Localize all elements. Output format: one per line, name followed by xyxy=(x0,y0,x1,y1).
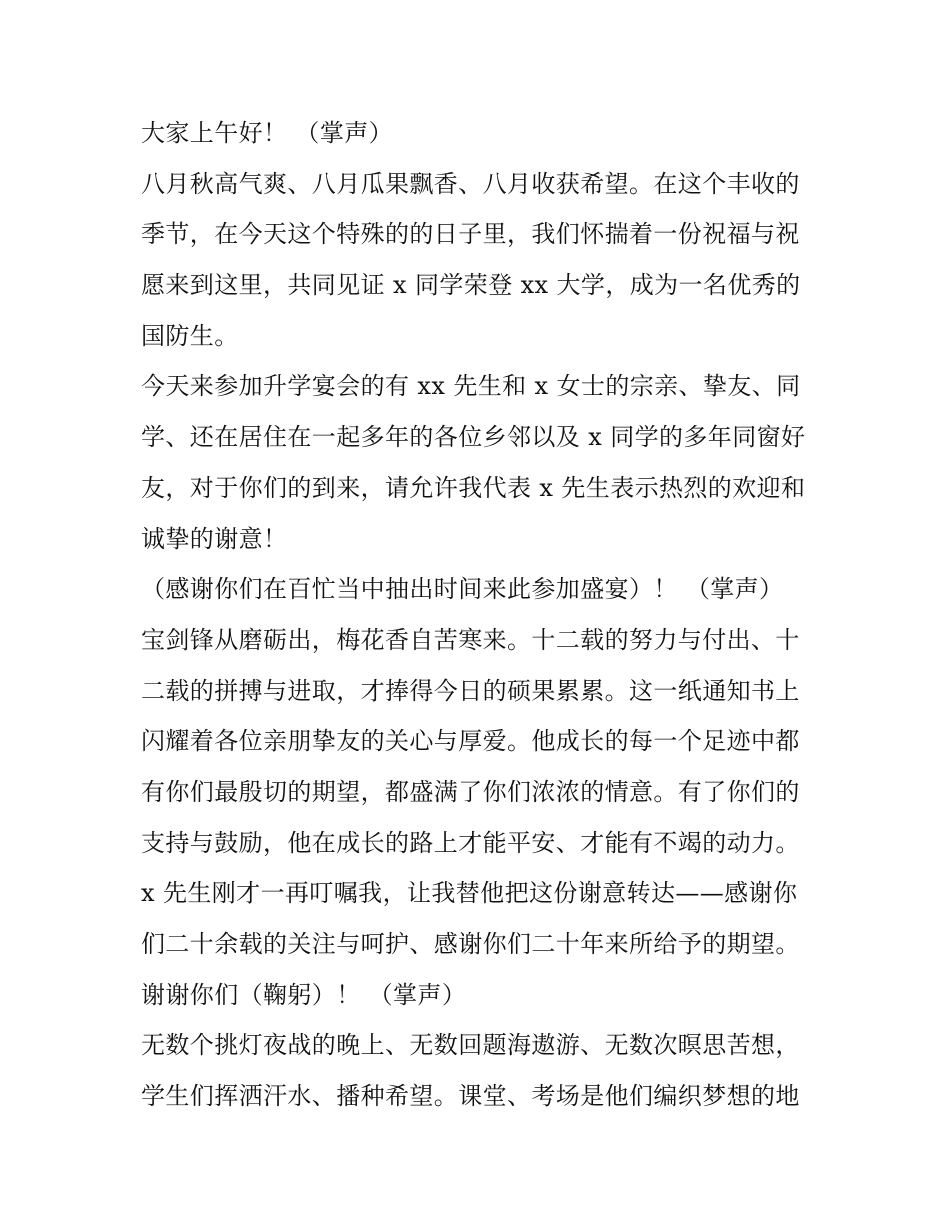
text-line: 诚挚的谢意！ xyxy=(141,524,288,553)
text-line: 愿来到这里，共同见证 x 同学荣登 xx 大学，成为一名优秀的 xyxy=(141,271,801,300)
text-line: 闪耀着各位亲朋挚友的关心与厚爱。他成长的每一个足迹中都 xyxy=(141,727,800,756)
text-line: 学生们挥洒汗水、播种希望。课堂、考场是他们编织梦想的地 xyxy=(141,1082,800,1111)
text-line: 八月秋高气爽、八月瓜果飘香、八月收获希望。在这个丰收的 xyxy=(141,169,800,198)
text-line: 友，对于你们的到来，请允许我代表 x 先生表示热烈的欢迎和 xyxy=(141,473,806,502)
text-line: 二载的拼搏与进取，才捧得今日的硕果累累。这一纸通知书上 xyxy=(141,676,800,705)
document-body xyxy=(141,108,831,1122)
text-line: 今天来参加升学宴会的有 xx 先生和 x 女士的宗亲、挚友、同 xyxy=(141,372,801,401)
text-line: （感谢你们在百忙当中抽出时间来此参加盛宴）！ （掌声） xyxy=(141,575,784,604)
text-line: 无数个挑灯夜战的晚上、无数回题海遨游、无数次暝思苦想， xyxy=(141,1031,800,1060)
text-line: 学、还在居住在一起多年的各位乡邻以及 x 同学的多年同窗好 xyxy=(141,423,806,452)
text-line: x 先生刚才一再叮嘱我，让我替他把这份谢意转达——感谢你 xyxy=(141,879,798,908)
text-line: 大家上午好！ （掌声） xyxy=(141,119,394,147)
text-line: 们二十余载的关注与呵护、感谢你们二十年来所给予的期望。 xyxy=(141,930,800,958)
text-line: 季节，在今天这个特殊的的日子里，我们怀揣着一份祝福与祝 xyxy=(141,220,800,249)
text-line: 支持与鼓励，他在成长的路上才能平安、才能有不竭的动力。 xyxy=(141,828,800,857)
text-line: 国防生。 xyxy=(141,321,239,350)
text-line: 宝剑锋从磨砺出，梅花香自苦寒来。十二载的努力与付出、十 xyxy=(141,625,800,654)
text-line: 谢谢你们（鞠躬）！ （掌声） xyxy=(141,980,467,1009)
text-line: 有你们最殷切的期望，都盛满了你们浓浓的情意。有了你们的 xyxy=(141,777,800,806)
